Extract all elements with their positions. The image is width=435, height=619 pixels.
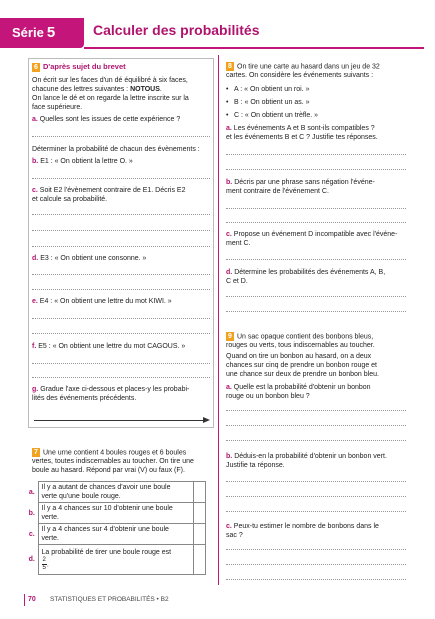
exercise-7-intro: 7 Une urne contient 4 boules rouges et 6 boules vertes, toutes indiscernables au toucher. On tire une boule au hasard. Répond par vrai (V) ou faux (F). <box>32 449 194 475</box>
table-row <box>28 524 205 545</box>
answer-line[interactable] <box>226 296 406 297</box>
header-rule <box>84 47 424 49</box>
serie-label: Série <box>12 25 44 40</box>
ex6-question-f: f. E5 : « On obtient une lettre du mot CAGOUS. » <box>32 343 186 350</box>
list-item: • B : « On obtient un as. » <box>226 98 406 107</box>
exercise-6-intro <box>32 76 212 112</box>
ex6-question-d: d. E3 : « On obtient une consonne. » <box>32 255 147 262</box>
answer-line[interactable] <box>32 363 210 364</box>
intro-line: face supérieure. <box>32 104 83 111</box>
ex9-question-b: b. Déduis-en la probabilité d'obtenir un bonbon vert. Justifie ta réponse. <box>226 453 387 469</box>
answer-line[interactable] <box>226 579 406 580</box>
serie-tab <box>0 18 84 48</box>
ex6-question-g: g. Gradue l'axe ci-dessous et places-y les probabi- lités des événements précédents. <box>32 386 190 402</box>
answer-cell[interactable] <box>193 545 205 575</box>
intro-line: chacune des lettres suivantes : NOTOUS. <box>32 86 162 93</box>
row-statement: Il y a 4 chances sur 4 d'obtenir une boule verte. <box>38 524 193 545</box>
answer-line[interactable] <box>32 246 210 247</box>
answer-line[interactable] <box>32 289 210 290</box>
answer-line[interactable] <box>226 549 406 550</box>
exercise-6-number: 6 <box>32 63 40 72</box>
serie-number: 5 <box>46 24 56 41</box>
ex9-question-c: c. Peux-tu estimer le nombre de bonbons dans le sac ? <box>226 523 379 539</box>
true-false-table <box>28 481 206 575</box>
answer-line[interactable] <box>32 136 210 137</box>
ex8-question-a: a. Les événements A et B sont-ils compatibles ? et les événements B et C ? Justifie tes réponses. <box>226 125 378 141</box>
axis-arrow-icon <box>203 417 210 423</box>
answer-line[interactable] <box>32 214 210 215</box>
answer-line[interactable] <box>32 274 210 275</box>
page-number: 70 <box>28 596 36 603</box>
row-statement: La probabilité de tirer une boule rouge est $\frac{2}{5}$ . <box>38 545 193 575</box>
answer-line[interactable] <box>226 564 406 565</box>
answer-line[interactable] <box>32 230 210 231</box>
exercise-8-intro: 8 On tire une carte au hasard dans un jeu de 32 cartes. On considère les événements suivants : <box>226 63 380 80</box>
ex6-question-a: a. Quelles sont les issues de cette expérience ? <box>32 116 181 123</box>
answer-line[interactable] <box>226 154 406 155</box>
probability-axis <box>34 420 204 421</box>
exercise-6-heading <box>32 62 126 72</box>
answer-line[interactable] <box>226 440 406 441</box>
page-footer <box>0 596 435 610</box>
answer-line[interactable] <box>226 481 406 482</box>
row-letter: a. <box>28 488 35 496</box>
answer-line[interactable] <box>226 169 406 170</box>
exercise-9-intro: 9 Un sac opaque contient des bonbons bleus, rouges ou verts, tous indiscernables au toucher. Quand on tire un bonbon au hasard, on a deux chances sur cinq de prendre un bonbon rouge et une chance sur deux de prendre un bonbon bleu. <box>226 333 379 379</box>
fraction: $\frac{2}{5}$ <box>42 556 46 571</box>
answer-line[interactable] <box>226 208 406 209</box>
intro-line: On lance le dé et on regarde la lettre inscrite sur la <box>32 95 189 102</box>
intro-line: On écrit sur les faces d'un dé équilibré à six faces, <box>32 77 188 84</box>
answer-cell[interactable] <box>193 524 205 545</box>
answer-line[interactable] <box>226 425 406 426</box>
footer-accent <box>24 594 25 606</box>
answer-line[interactable] <box>32 333 210 334</box>
answer-line[interactable] <box>226 496 406 497</box>
answer-line[interactable] <box>226 311 406 312</box>
answer-line[interactable] <box>32 377 210 378</box>
answer-line[interactable] <box>226 222 406 223</box>
footer-section: STATISTIQUES ET PROBABILITÉS • B2 <box>50 596 169 603</box>
ex6-question-b: b. E1 : « On obtient la lettre O. » <box>32 158 133 165</box>
ex9-question-a: a. Quelle est la probabilité d'obtenir un bonbon rouge ou un bonbon bleu ? <box>226 384 371 400</box>
table-row <box>28 503 205 524</box>
exercise-9-number: 9 <box>226 332 234 341</box>
row-statement: Il y a autant de chances d'avoir une boule verte qu'une boule rouge. <box>38 482 193 503</box>
exercise-6-box <box>28 58 214 428</box>
table-row <box>28 545 205 575</box>
row-letter: b. <box>28 509 35 517</box>
event-list <box>226 85 406 122</box>
exercise-7-number: 7 <box>32 448 40 457</box>
answer-line[interactable] <box>32 318 210 319</box>
ex8-question-b: b. Décris par une phrase sans négation l'événe- ment contraire de l'événement C. <box>226 179 375 195</box>
column-divider <box>218 55 219 585</box>
answer-line[interactable] <box>226 511 406 512</box>
row-letter: c. <box>28 530 35 538</box>
page-header <box>0 8 435 48</box>
answer-line[interactable] <box>226 259 406 260</box>
ex6-question-e: e. E4 : « On obtient une lettre du mot KIWI. » <box>32 298 172 305</box>
exercise-6-title: D'après sujet du brevet <box>43 62 126 71</box>
chapter-title: Calculer des probabilités <box>93 22 260 38</box>
ex8-question-c: c. Propose un événement D incompatible avec l'événe- ment C. <box>226 231 398 247</box>
answer-line[interactable] <box>32 178 210 179</box>
exercise-8-number: 8 <box>226 62 234 71</box>
ex6-events-intro: Déterminer la probabilité de chacun des évènements : <box>32 146 200 153</box>
answer-cell[interactable] <box>193 482 205 503</box>
list-item: • C : « On obtient un trèfle. » <box>226 111 406 120</box>
ex8-question-d: d. Détermine les probabilités des événements A, B, C et D. <box>226 269 386 285</box>
ex6-question-c: c. Soit E2 l'évènement contraire de E1. Décris E2 et calcule sa probabilité. <box>32 187 186 203</box>
answer-cell[interactable] <box>193 503 205 524</box>
answer-line[interactable] <box>226 410 406 411</box>
table-row <box>28 482 205 503</box>
row-letter: d. <box>28 556 35 563</box>
row-statement: Il y a 4 chances sur 10 d'obtenir une boule verte. <box>38 503 193 524</box>
list-item: • A : « On obtient un roi. » <box>226 85 406 94</box>
